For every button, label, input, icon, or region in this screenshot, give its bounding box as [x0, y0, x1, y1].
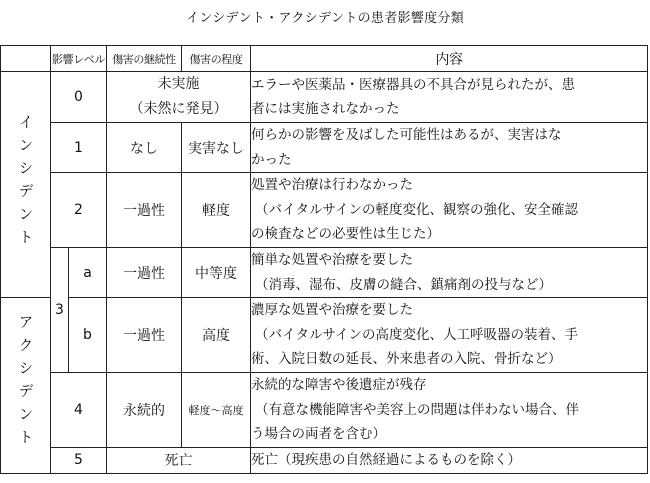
level-5-cell: 5	[51, 448, 107, 474]
table-row-level-0	[1, 72, 648, 123]
level-4-content-line1: 永続的な障害や後遺症が残存	[251, 377, 427, 394]
table-row-level-3a	[1, 248, 648, 298]
level-4-continuity: 永続的	[107, 373, 182, 448]
level-0-status-line2: （未然に発見）	[129, 101, 228, 117]
level-2-content-line3: の検査などの必要性は生じた）	[251, 226, 440, 243]
level-3b-sub: b	[69, 298, 107, 373]
header-impact-level: 影響レベル	[51, 46, 107, 72]
level-0-status	[107, 72, 251, 123]
level-1-continuity: なし	[107, 123, 182, 173]
header-degree: 傷害の程度	[182, 46, 251, 72]
table-row-level-1	[1, 123, 648, 173]
header-content: 内容	[251, 46, 648, 72]
table-row-level-2	[1, 173, 648, 248]
level-1-cell: 1	[51, 123, 107, 173]
category-accident	[1, 298, 51, 474]
level-5-status: 死亡	[107, 448, 251, 474]
level-3-cell: 3	[51, 248, 69, 373]
table-row-level-4	[1, 373, 648, 448]
level-3a-content	[251, 248, 648, 298]
level-1-degree: 実害なし	[182, 123, 251, 173]
level-3a-continuity: 一過性	[107, 248, 182, 298]
level-1-content-line1: 何らかの影響を及ばした可能性はあるが、実害はな	[251, 127, 562, 143]
level-2-content-line2: （バイタルサインの軽度変化、観察の強化、安全確認	[255, 201, 579, 218]
level-3a-content-line1: 簡単な処置や治療を要した	[251, 252, 413, 268]
level-2-content	[251, 173, 648, 248]
level-3b-continuity: 一過性	[107, 298, 182, 373]
level-4-content-line3: う場合の両者を含む）	[251, 426, 386, 443]
level-0-content-line2: 者には実施されなかった	[251, 101, 400, 117]
level-3a-content-line2: （消毒、湿布、皮膚の縫合、鎮痛剤の投与など）	[255, 276, 552, 293]
level-0-content-line1: エラーや医薬品・医療器具の不具合が見られたが、患	[251, 76, 575, 93]
category-incident-label: インシデント	[16, 113, 35, 252]
level-3b-content-line3: 術、入院日数の延長、外来患者の入院、骨折など）	[251, 351, 562, 368]
category-incident	[1, 72, 51, 298]
level-0-content	[251, 72, 648, 123]
level-1-content-line2: かった	[251, 151, 292, 168]
level-2-cell: 2	[51, 173, 107, 248]
document-title: インシデント・アクシデントの患者影響度分類	[185, 11, 465, 26]
level-5-content-line1: 死亡（現疾患の自然経過によるものを除く）	[251, 452, 521, 468]
level-2-degree: 軽度	[182, 173, 251, 248]
level-3b-content-line1: 濃厚な処置や治療を要した	[251, 302, 413, 319]
level-2-content-line1: 処置や治療は行わなかった	[251, 177, 413, 194]
level-0-cell: 0	[51, 72, 107, 123]
level-1-content	[251, 123, 648, 173]
level-3a-sub: a	[69, 248, 107, 298]
level-4-cell: 4	[51, 373, 107, 448]
level-3b-content	[251, 298, 648, 373]
patient-impact-table	[0, 45, 648, 474]
level-4-content	[251, 373, 648, 448]
level-3b-degree: 高度	[182, 298, 251, 373]
header-category	[1, 46, 51, 72]
table-row-level-3b	[1, 298, 648, 373]
level-4-degree: 軽度～高度	[182, 373, 251, 448]
header-row	[1, 46, 648, 72]
level-2-continuity: 一過性	[107, 173, 182, 248]
level-0-status-line1: 未実施	[157, 76, 200, 92]
level-5-content	[251, 448, 648, 474]
table-row-level-5	[1, 448, 648, 474]
level-3a-degree: 中等度	[182, 248, 251, 298]
category-accident-label: アクシデント	[16, 314, 35, 453]
header-continuity: 傷害の継続性	[107, 46, 182, 72]
level-4-content-line2: （有意な機能障害や美容上の問題は伴わない場合、伴	[255, 401, 579, 418]
level-3b-content-line2: （バイタルサインの高度変化、人工呼吸器の装着、手	[255, 326, 579, 343]
